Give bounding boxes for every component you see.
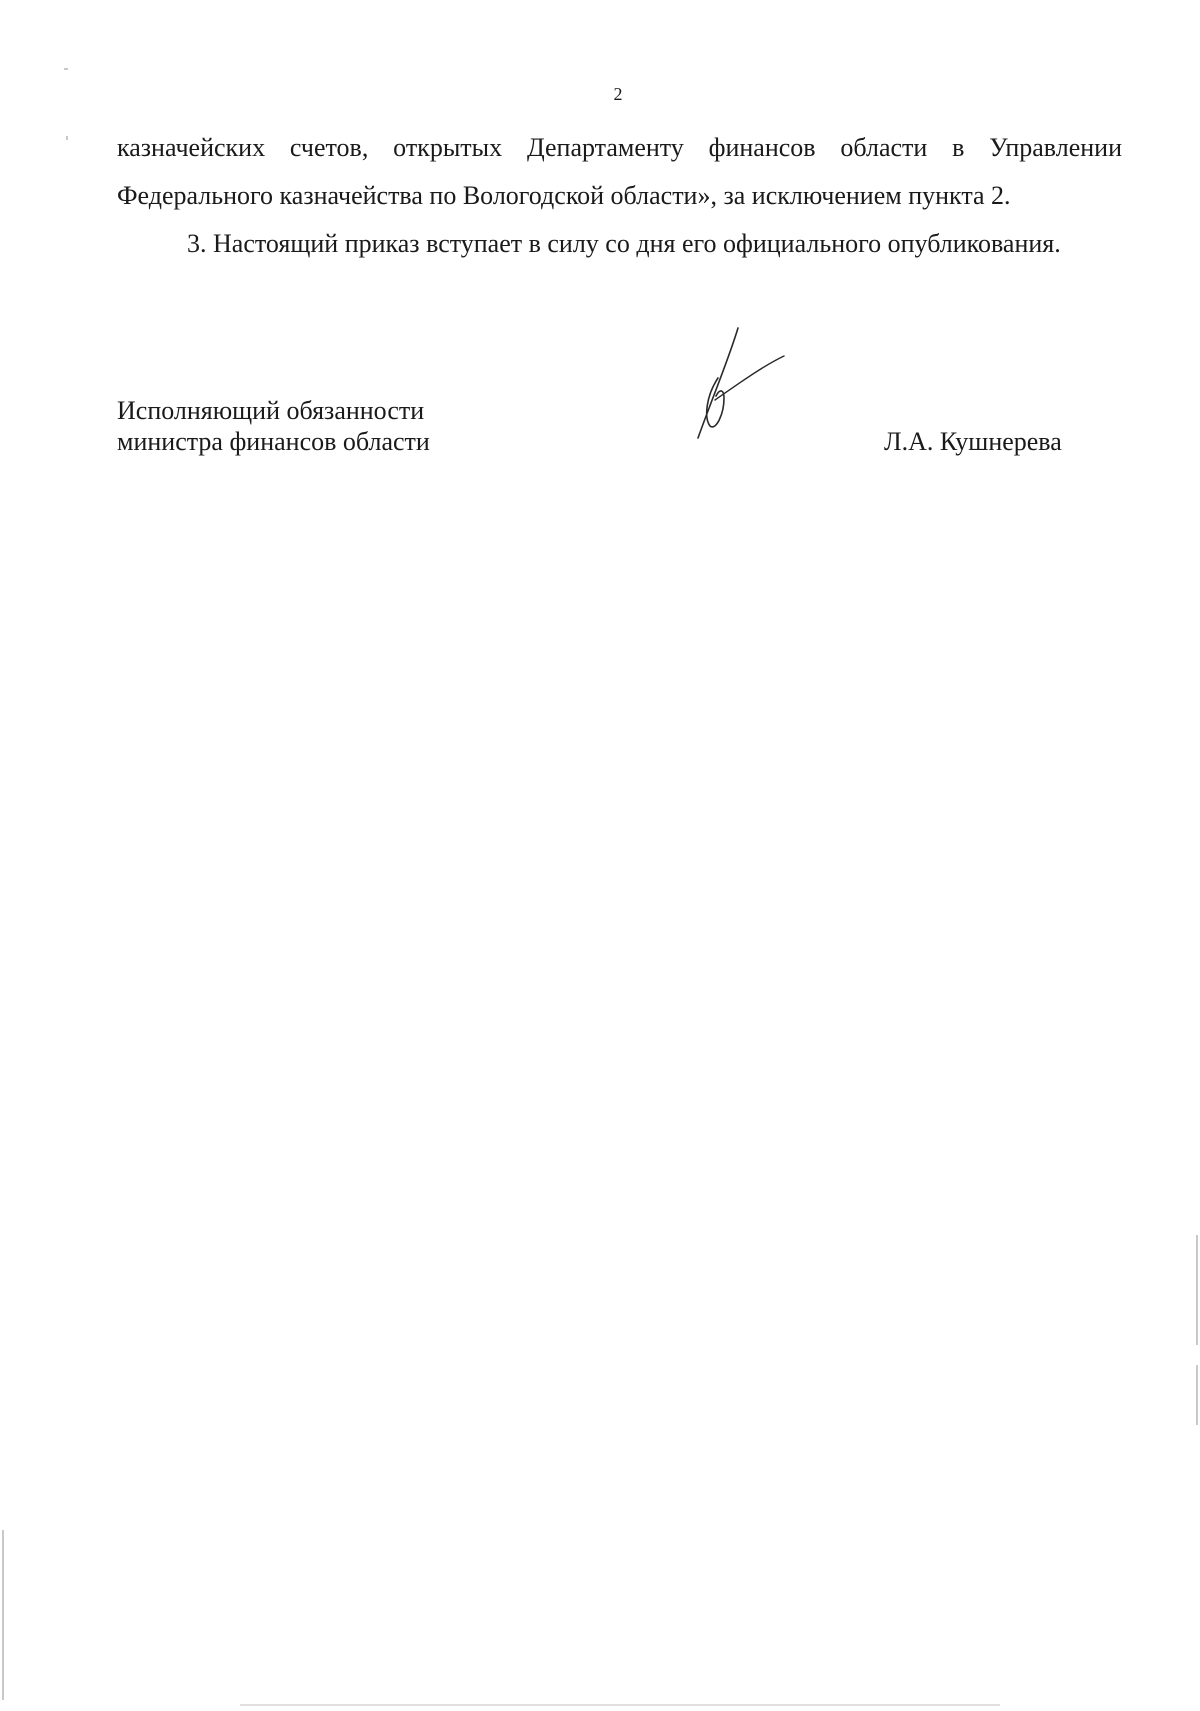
paragraph-item-3: 3. Настоящий приказ вступает в силу со дня его официального опубликования. [187, 229, 1061, 258]
signatory-position-line-2: министра финансов области [117, 427, 430, 456]
body-text [117, 124, 1122, 268]
scan-artifact [2, 1530, 4, 1700]
signatory-position [117, 395, 430, 457]
scan-artifact [66, 136, 68, 140]
scan-artifact [64, 68, 68, 70]
handwritten-signature-icon [668, 326, 788, 446]
scan-artifact [1196, 1235, 1198, 1345]
scan-artifact [1196, 1365, 1198, 1425]
scan-artifact [240, 1704, 1000, 1706]
page-number: 2 [613, 84, 623, 104]
signatory-position-line-1: Исполняющий обязанности [117, 396, 425, 425]
paragraph-continuation: казначейских счетов, открытых Департаменту финансов области в Управлении Федерального казначейства по Вологодской области», за исключением пункта 2. [117, 133, 1122, 210]
signatory-name: Л.А. Кушнерева [884, 427, 1062, 456]
